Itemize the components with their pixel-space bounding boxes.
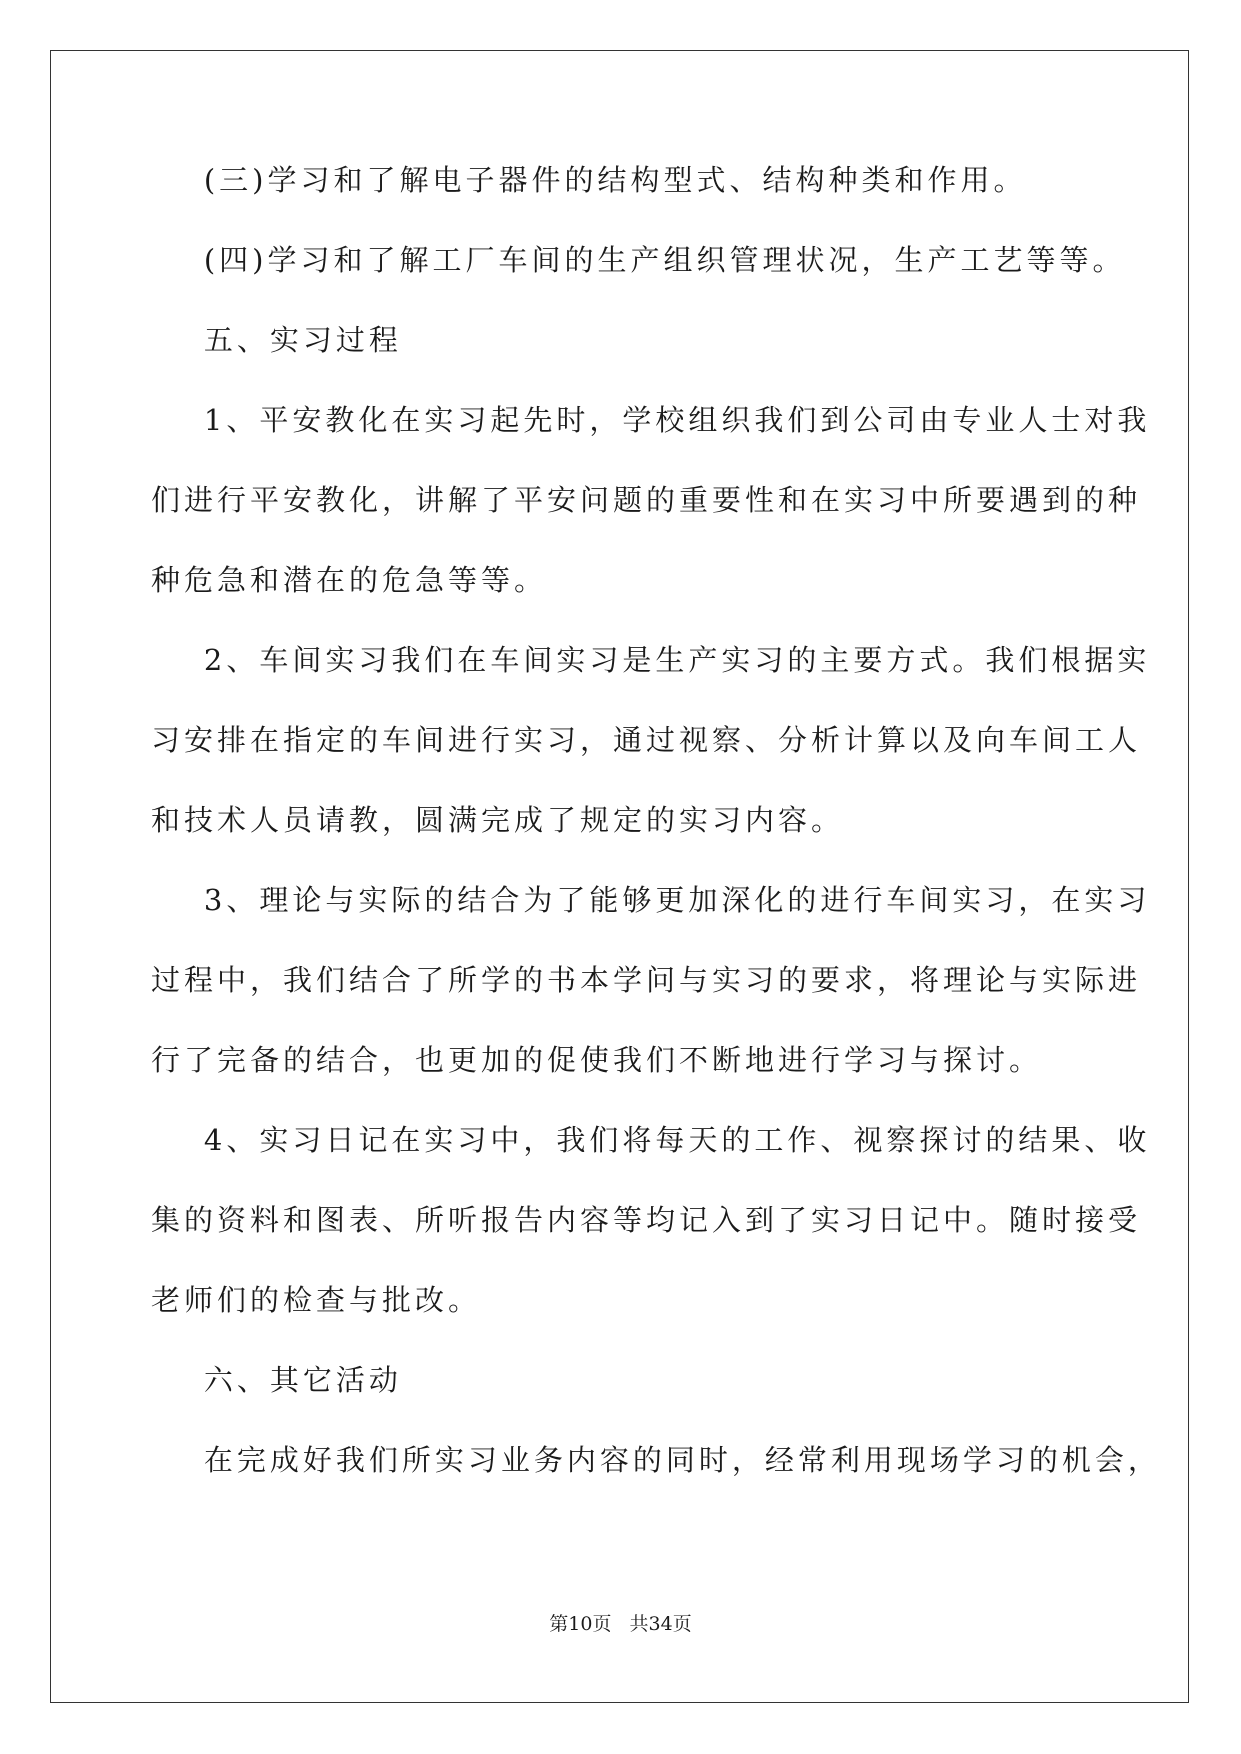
text-line: 2、车间实习我们在车间实习是生产实习的主要方式。我们根据实 — [151, 643, 1151, 677]
text-line: 习安排在指定的车间进行实习，通过视察、分析计算以及向车间工人 — [151, 723, 1142, 757]
section-heading: 六、其它活动 — [151, 1363, 402, 1397]
page-number-current: 第10页 — [549, 1613, 612, 1635]
document-body — [151, 160, 1161, 1480]
text-line: 老师们的检查与批改。 — [151, 1283, 482, 1317]
text-line: 在完成好我们所实习业务内容的同时，经常利用现场学习的机会， — [151, 1443, 1161, 1477]
text-line: 种危急和潜在的危急等等。 — [151, 563, 548, 597]
text-line: 过程中，我们结合了所学的书本学问与实习的要求，将理论与实际进 — [151, 963, 1142, 997]
text-line: (四)学习和了解工厂车间的生产组织管理状况，生产工艺等等。 — [151, 243, 1126, 277]
text-line: 集的资料和图表、所听报告内容等均记入到了实习日记中。随时接受 — [151, 1203, 1142, 1237]
text-line: (三)学习和了解电子器件的结构型式、结构种类和作用。 — [151, 163, 1027, 197]
text-line: 4、实习日记在实习中，我们将每天的工作、视察探讨的结果、收 — [151, 1123, 1151, 1157]
text-line: 1、平安教化在实习起先时，学校组织我们到公司由专业人士对我 — [151, 403, 1151, 437]
text-line: 行了完备的结合，也更加的促使我们不断地进行学习与探讨。 — [151, 1043, 1043, 1077]
text-line: 和技术人员请教，圆满完成了规定的实习内容。 — [151, 803, 845, 837]
page-number-total: 共34页 — [629, 1613, 692, 1635]
text-line: 3、理论与实际的结合为了能够更加深化的进行车间实习，在实习 — [151, 883, 1151, 917]
section-heading: 五、实习过程 — [151, 323, 402, 357]
text-line: 们进行平安教化，讲解了平安问题的重要性和在实习中所要遇到的种 — [151, 483, 1142, 517]
page-footer — [0, 1612, 1241, 1636]
